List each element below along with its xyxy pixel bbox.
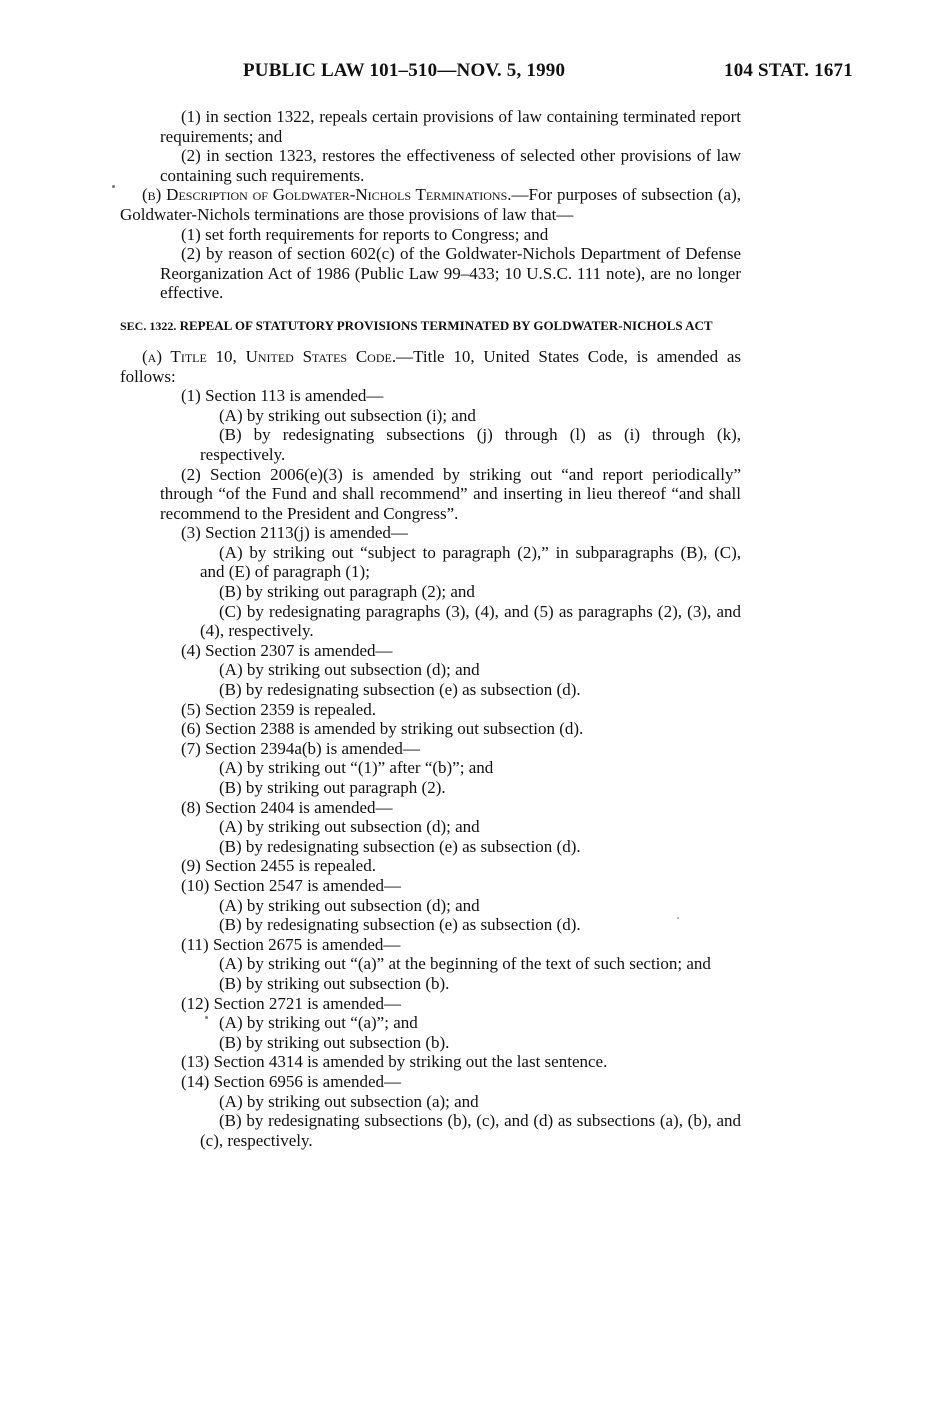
intro-item-1: (1) in section 1322, repeals certain provisions of law containing terminated report requirements; and [160,107,741,146]
document-body [120,107,741,1150]
section-number: SEC. 1322. [120,318,177,333]
intro-item-2: (2) in section 1323, restores the effectiveness of selected other provisions of law containing such requirements. [160,146,741,185]
amendment-2: (2) Section 2006(e)(3) is amended by striking out “and report periodically” through “of the Fund and shall recommend” and inserting in lieu thereof “and shall recommend to the President and Congress”. [160,464,741,523]
amendment-8-b: (B) by redesignating subsection (e) as subsection (d). [219,836,581,856]
section-title: REPEAL OF STATUTORY PROVISIONS TERMINATED BY GOLDWATER-NICHOLS ACT [179,317,713,333]
amendment-1: (1) Section 113 is amended— [181,386,384,406]
amendment-1-a: (A) by striking out subsection (i); and [219,405,476,425]
amendment-3-c: (C) by redesignating paragraphs (3), (4), and (5) as paragraphs (2), (3), and (4), respectively. [200,601,741,641]
amendment-4-a: (A) by striking out subsection (d); and [219,660,480,680]
amendment-7-a: (A) by striking out “(1)” after “(b)”; and [219,758,494,778]
subsection-b-item-2: (2) by reason of section 602(c) of the Goldwater-Nichols Department of Defense Reorganization Act of 1986 (Public Law 99–433; 10 U.S.C. 111 note), are no longer effective. [160,244,741,303]
amendment-14-b: (B) by redesignating subsections (b), (c), and (d) as subsections (a), (b), and (c), respectively. [200,1111,741,1150]
amendment-13: (13) Section 4314 is amended by striking out the last sentence. [181,1052,608,1072]
amendment-11-b: (B) by striking out subsection (b). [219,973,450,993]
amendment-5: (5) Section 2359 is repealed. [181,699,376,719]
subsection-b-item-1: (1) set forth requirements for reports to Congress; and [181,224,549,244]
amendment-3-a: (A) by striking out “subject to paragraph (2),” in subparagraphs (B), (C), and (E) of paragraph (1); [200,542,741,582]
amendment-9: (9) Section 2455 is repealed. [181,856,376,876]
amendment-7-b: (B) by striking out paragraph (2). [219,778,446,797]
subsection-b-heading: (b) Description of Goldwater-Nichols Terminations. [142,185,512,205]
scan-speck [112,185,115,188]
subsection-a-text: —Title 10, United States Code, is amended as follows: [120,346,742,386]
amendment-3-b: (B) by striking out paragraph (2); and [219,582,475,602]
amendment-10: (10) Section 2547 is amended— [181,875,402,895]
amendment-4: (4) Section 2307 is amended— [181,640,393,660]
amendment-3: (3) Section 2113(j) is amended— [181,523,408,543]
amendment-10-a: (A) by striking out subsection (d); and [219,895,480,915]
amendment-7: (7) Section 2394a(b) is amended— [181,738,420,758]
amendment-14: (14) Section 6956 is amended— [181,1071,402,1091]
amendment-11-a: (A) by striking out “(a)” at the beginning of the text of such section; and [219,954,711,974]
section-heading [120,317,741,335]
amendment-6: (6) Section 2388 is amended by striking out subsection (d). [181,719,584,739]
subsection-a [120,347,741,386]
amendment-12: (12) Section 2721 is amended— [181,993,402,1013]
page-header-title: PUBLIC LAW 101–510—NOV. 5, 1990 [243,60,566,81]
amendment-12-b: (B) by striking out subsection (b). [219,1032,450,1052]
amendment-10-b: (B) by redesignating subsection (e) as subsection (d). [219,915,581,935]
subsection-a-heading: (a) Title 10, United States Code. [142,346,397,366]
amendment-12-a: (A) by striking out “(a)”; and [219,1013,418,1033]
scan-speck [205,1016,208,1019]
amendment-8: (8) Section 2404 is amended— [181,797,393,817]
page-header-stat: 104 STAT. 1671 [724,60,853,81]
amendment-14-a: (A) by striking out subsection (a); and [219,1091,479,1111]
amendment-1-b: (B) by redesignating subsections (j) through (l) as (i) through (k), respectively. [200,425,741,464]
subsection-b-text: —For purposes of subsection (a), Goldwater-Nichols terminations are those provisions of law that— [120,185,741,224]
scan-speck [677,917,679,919]
subsection-b [120,185,741,224]
amendment-4-b: (B) by redesignating subsection (e) as subsection (d). [219,680,581,700]
amendment-11: (11) Section 2675 is amended— [181,934,401,954]
amendment-8-a: (A) by striking out subsection (d); and [219,817,480,837]
